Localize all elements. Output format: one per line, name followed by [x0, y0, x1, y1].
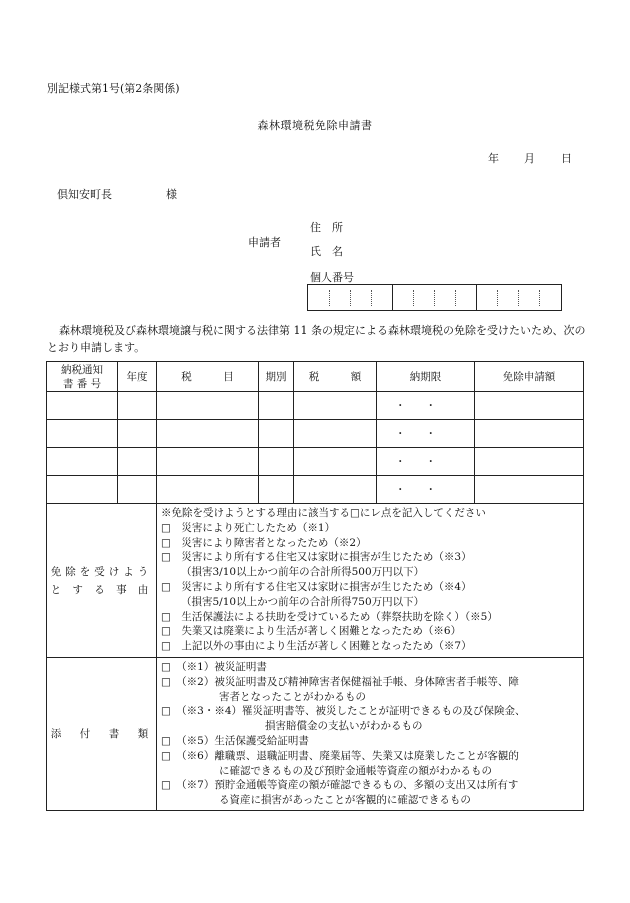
reason-checkbox-3[interactable]: □ 災害により所有する住宅又は家財に損害が生じたため（※3） [161, 551, 472, 564]
mynumber-label: 個人番号 [310, 271, 354, 284]
reasons-label: 免除を受けよう と す る 事 由 [47, 504, 157, 658]
header-fiscal-year: 年度 [118, 362, 157, 392]
header-notice-number: 納税通知 書 番 号 [47, 362, 118, 392]
reason-checkbox-5[interactable]: □ 生活保護法による扶助を受けているため（葬祭扶助を除く）（※5） [161, 610, 498, 623]
due-date-cell[interactable]: ・・ [377, 476, 475, 504]
due-date-cell[interactable]: ・・ [377, 448, 475, 476]
reasons-instruction: ※免除を受けようとする理由に該当する□にレ点を記入してください [161, 507, 486, 519]
table-header-row [47, 362, 584, 392]
date-year-label: 年 [488, 152, 499, 165]
mynumber-input-boxes[interactable] [307, 284, 562, 311]
name-label: 氏 名 [310, 245, 343, 258]
form-title: 森林環境税免除申請書 [257, 119, 373, 132]
reason-note-3: （損害3/10以上かつ前年の合計所得500万円以下） [181, 566, 425, 579]
attachments-row [47, 658, 584, 811]
intro-text: 森林環境税及び森林環境譲与税に関する法律第 11 条の規定による森林環境税の免除を受けたいため、次のとおり申請します。 [47, 324, 586, 354]
address-label: 住 所 [310, 221, 343, 234]
addressee-honorific: 様 [166, 188, 177, 201]
attachment-checkbox-2[interactable]: □ （※2）被災証明書及び精神障害者保健福祉手帳、身体障害者手帳等、障 [161, 675, 519, 688]
addressee-name: 倶知安町長 [57, 188, 112, 201]
attachment-text-3: 損害賠償金の支払いがわかるもの [265, 720, 423, 733]
header-due-date: 納期限 [377, 362, 475, 392]
reason-checkbox-2[interactable]: □ 災害により障害者となったため（※2） [161, 536, 367, 549]
reasons-row [47, 504, 584, 658]
reason-checkbox-4[interactable]: □ 災害により所有する住宅又は家財に損害が生じたため（※4） [161, 580, 472, 593]
attachment-checkbox-1[interactable]: □ （※1）被災証明書 [161, 661, 267, 673]
header-tax-item: 税 目 [157, 362, 259, 392]
date-day-label: 日 [561, 152, 572, 165]
due-date-cell[interactable]: ・・ [377, 420, 475, 448]
header-period: 期別 [259, 362, 294, 392]
attachment-checkbox-5[interactable]: □ （※5）生活保護受給証明書 [161, 734, 309, 747]
reasons-cell [157, 504, 584, 658]
table-row [47, 448, 584, 476]
reason-checkbox-1[interactable]: □ 災害により死亡したため（※1） [161, 521, 336, 534]
application-table [46, 361, 584, 811]
date-month-label: 月 [524, 152, 535, 165]
table-row [47, 392, 584, 420]
attachment-text-7: る資産に損害があったことが客観的に確認できるもの [219, 794, 471, 807]
reason-note-4: （損害5/10以上かつ前年の合計所得750万円以下） [181, 595, 425, 608]
due-date-cell[interactable]: ・・ [377, 392, 475, 420]
attachment-checkbox-6[interactable]: □ （※6）離職票、退職証明書、廃業届等、失業又は廃業したことが客観的 [161, 749, 519, 762]
attachment-checkbox-3[interactable]: □ （※3・※4）罹災証明書等、被災したことが証明できるもの及び保険金、 [161, 705, 526, 718]
reason-checkbox-7[interactable]: □ 上記以外の事由により生活が著しく困難となったため（※7） [161, 640, 472, 653]
header-exempt-amount: 免除申請額 [475, 362, 584, 392]
table-row [47, 476, 584, 504]
table-row [47, 420, 584, 448]
attachment-checkbox-7[interactable]: □ （※7）預貯金通帳等資産の額が確認できるもの、多額の支出又は所有す [161, 779, 519, 792]
header-tax-amount: 税 額 [294, 362, 377, 392]
attachments-label: 添 付 書 類 [47, 658, 157, 811]
reason-checkbox-6[interactable]: □ 失業又は廃業により生活が著しく困難となったため（※6） [161, 625, 462, 638]
attachment-text-2: 害者となったことがわかるもの [219, 690, 366, 703]
applicant-label: 申請者 [248, 236, 281, 249]
attachment-text-6: に確認できるもの及び預貯金通帳等資産の額がわかるもの [219, 764, 492, 777]
attachments-cell [157, 658, 584, 811]
form-number-label: 別記様式第1号(第2条関係) [47, 82, 180, 95]
